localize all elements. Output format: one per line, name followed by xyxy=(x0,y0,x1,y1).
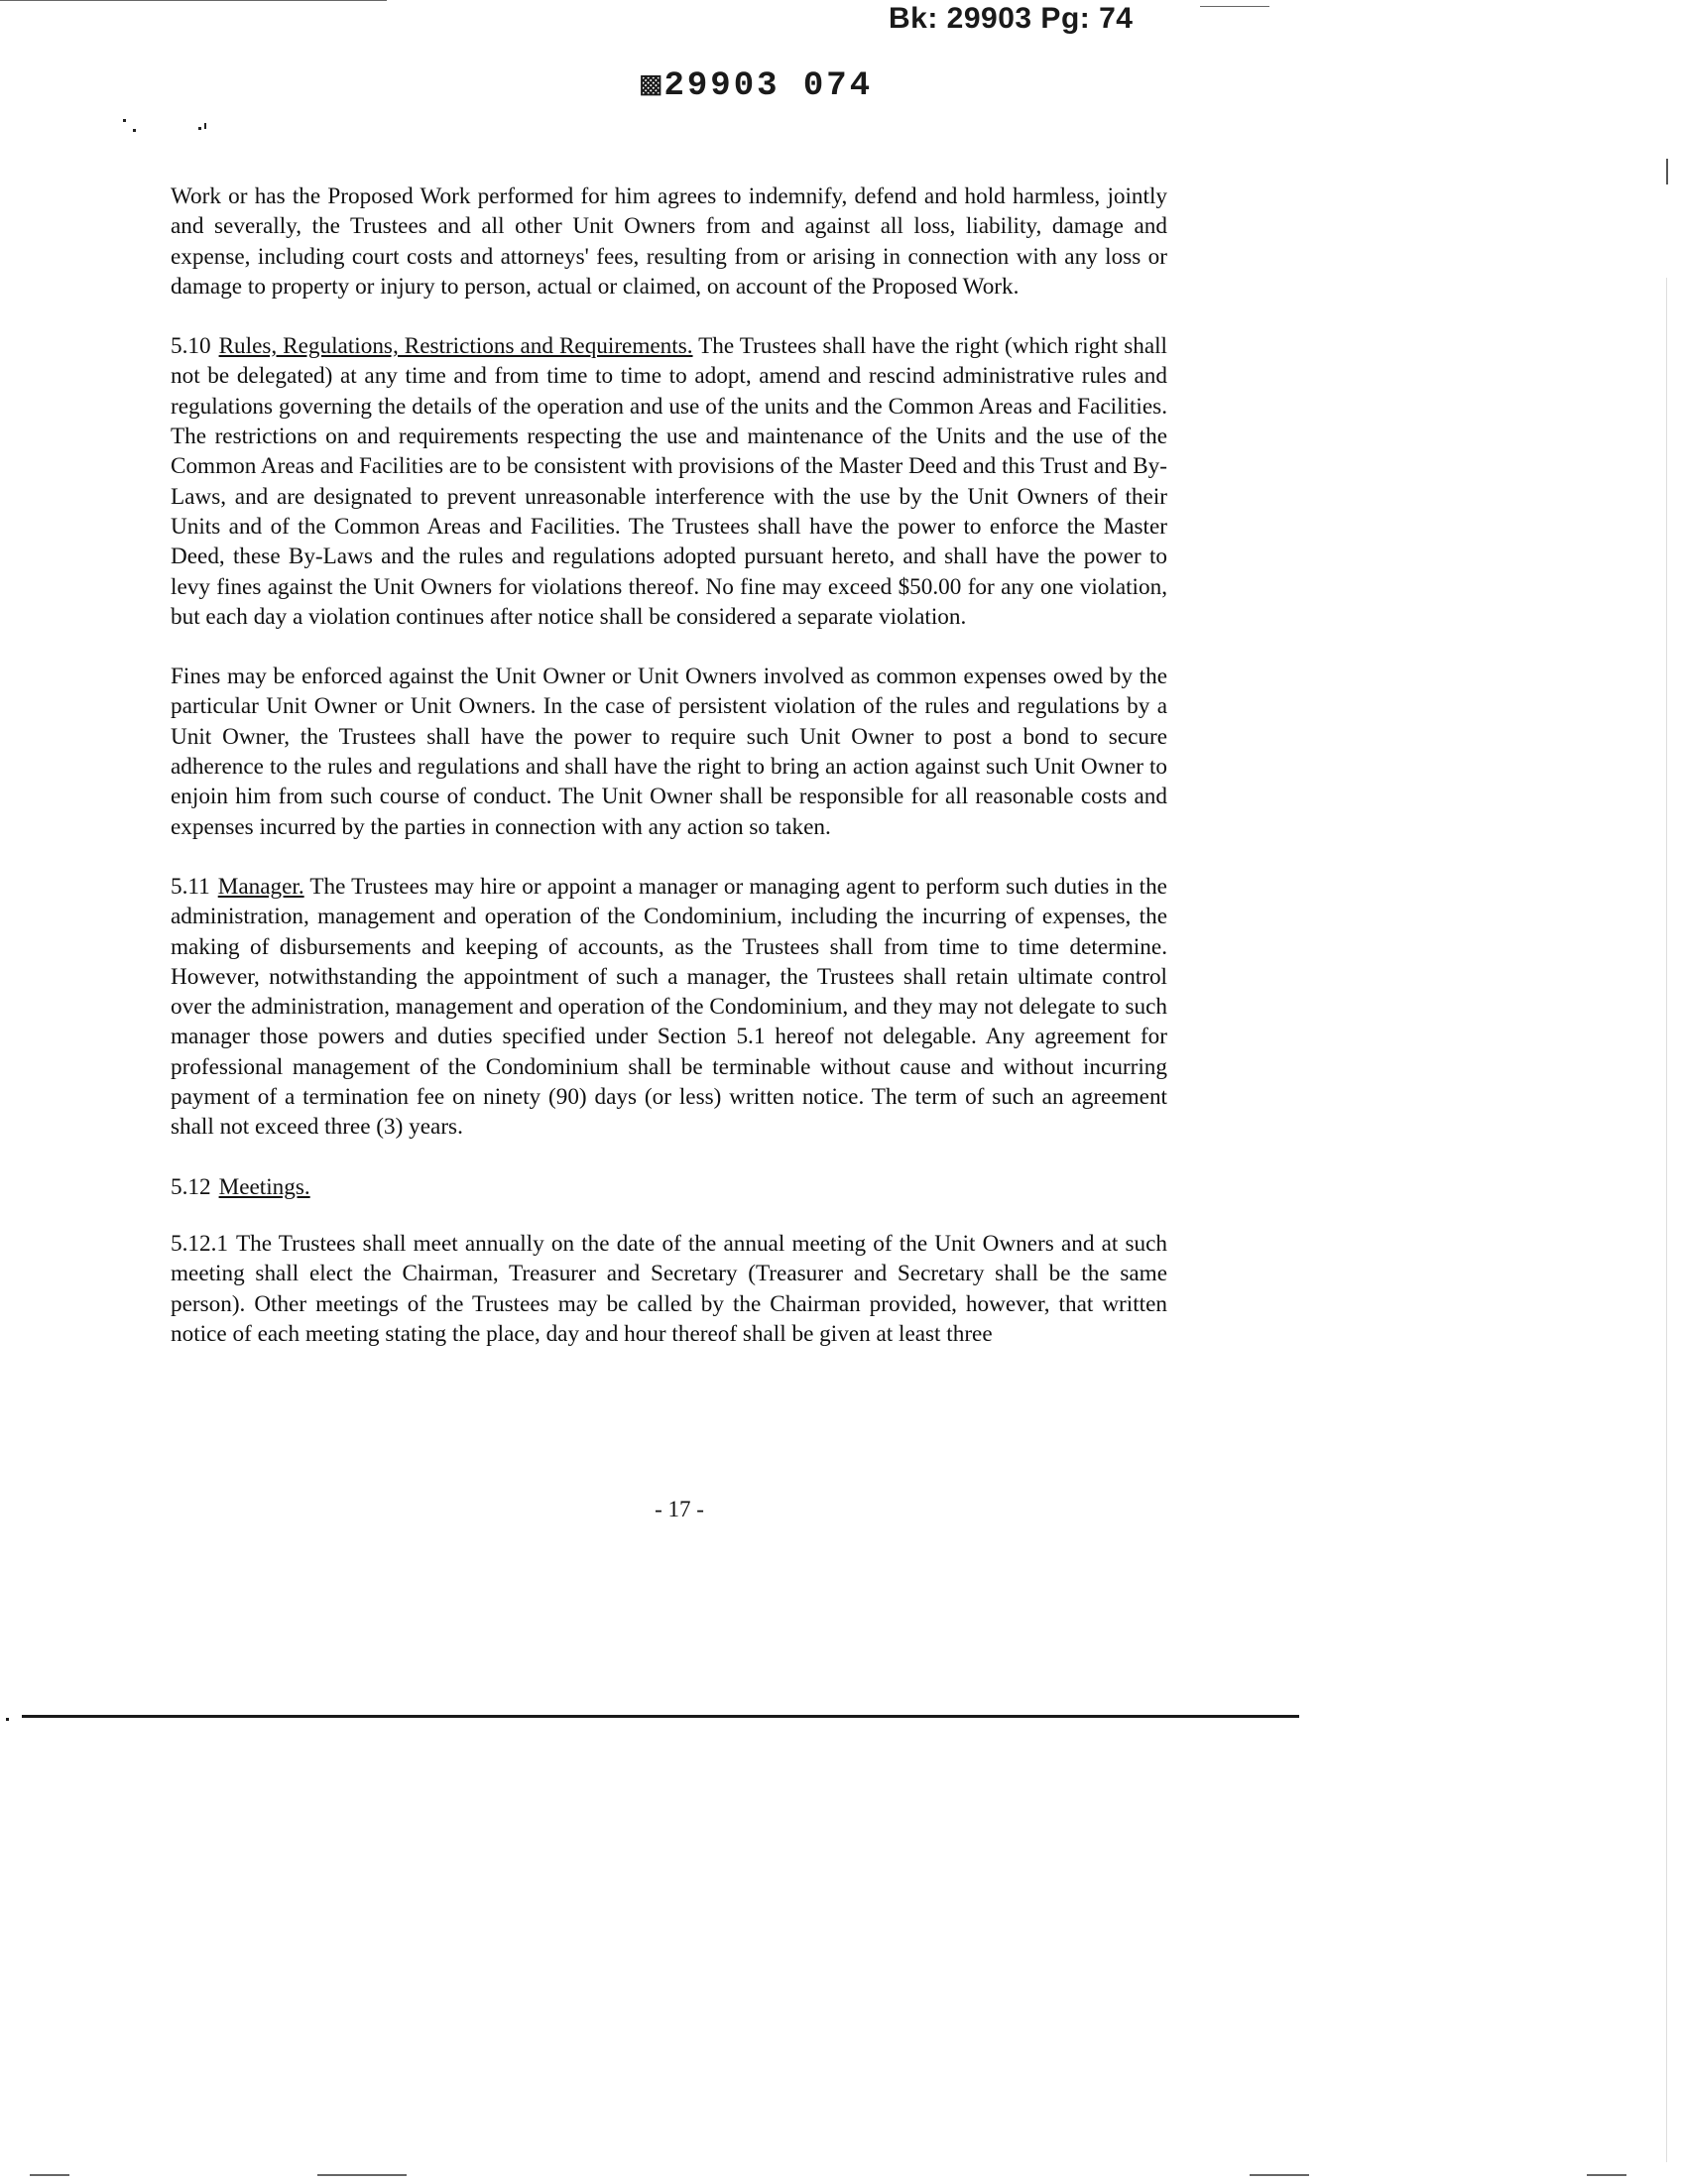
section-number: 5.11 xyxy=(171,873,210,900)
scan-artifact-bottom xyxy=(317,2174,407,2176)
scan-speck xyxy=(123,119,126,122)
scan-speck xyxy=(204,123,206,129)
scan-artifact-bottom xyxy=(30,2174,69,2176)
page-number: - 17 - xyxy=(655,1497,704,1521)
section-5-10 xyxy=(171,331,1167,632)
section-number: 5.12 xyxy=(171,1173,211,1200)
section-5-12 xyxy=(171,1172,1167,1202)
scan-artifact-top-left xyxy=(0,0,387,1)
scan-edge-mark xyxy=(1666,159,1668,184)
intro-paragraph: Work or has the Proposed Work performed for him agrees to indemnify, defend and hold harmless, jointly and severally, the Trustees and all other Unit Owners from and against all loss, liability, damage and expense, including court costs and attorneys' fees, resulting from or arising in connection with any loss or damage to property or injury to person, actual or claimed, on account of the Proposed Work. xyxy=(171,183,1167,300)
section-5-11 xyxy=(171,872,1167,1143)
scan-edge-mark xyxy=(1666,278,1667,2162)
section-heading: Meetings. xyxy=(218,1173,310,1200)
bottom-rule xyxy=(22,1715,1299,1718)
section-text: The Trustees shall have the right (which right shall not be delegated) at any time and from time to time to adopt, amend and rescind administrative rules and regulations governing the details of the operation and use of the units and the Common Areas and Facilities. The restrictions on and requirements respecting the use and maintenance of the Units and the use of the Common Areas and Facilities are to be consistent with provisions of the Master Deed and this Trust and By-Laws, and are designated to prevent unreasonable interference with the use by the Unit Owners of their Units and of the Common Areas and Facilities. The Trustees shall have the power to enforce the Master Deed, these By-Laws and the rules and regulations adopted pursuant hereto, and shall have the power to levy fines against the Unit Owners for violations thereof. No fine may exceed $50.00 for any one violation, but each day a violation continues after notice shall be considered a separate violation. xyxy=(171,333,1167,630)
scan-speck xyxy=(198,127,201,130)
scan-artifact-bottom xyxy=(1250,2174,1309,2176)
scan-artifact-bottom xyxy=(1587,2174,1626,2176)
scan-speck xyxy=(133,129,136,132)
document-number-text: 29903 074 xyxy=(663,67,874,105)
scan-speck xyxy=(6,1718,9,1721)
section-5-12-1 xyxy=(171,1229,1167,1349)
section-text: The Trustees shall meet annually on the date of the annual meeting of the Unit Owners and at such meeting shall elect the Chairman, Treasurer and Secretary (Treasurer and Secretary shall be the same person). Other meetings of the Trustees may be called by the Chairman provided, however, that written notice of each meeting stating the place, day and hour thereof shall be given at least three xyxy=(171,1230,1167,1347)
book-page-reference: Bk: 29903 Pg: 74 xyxy=(889,2,1134,35)
section-number: 5.12.1 xyxy=(171,1230,228,1257)
barcode-mark-icon: ▩ xyxy=(641,67,664,105)
section-text: The Trustees may hire or appoint a manager or managing agent to perform such duties in the administration, management and operation of the Condominium, including the incurring of expenses, the making of disbursements and keeping of accounts, as the Trustees shall from time to time determine. However, notwithstanding the appointment of such a manager, the Trustees shall retain ultimate control over the administration, management and operation of the Condominium, and they may not delegate to such manager those powers and duties specified under Section 5.1 hereof not delegable. Any agreement for professional management of the Condominium shall be terminable without cause and without incurring payment of a termination fee on ninety (90) days (or less) written notice. The term of such an agreement shall not exceed three (3) years. xyxy=(171,873,1167,1141)
document-body xyxy=(171,182,1167,1379)
document-number xyxy=(641,63,873,105)
scan-artifact-top-right xyxy=(1200,6,1269,7)
section-heading: Rules, Regulations, Restrictions and Requirements. xyxy=(218,333,693,360)
section-number: 5.10 xyxy=(171,333,211,360)
section-heading: Manager. xyxy=(217,873,304,900)
fines-paragraph: Fines may be enforced against the Unit Owner or Unit Owners involved as common expenses owed by the particular Unit Owner or Unit Owners. In the case of persistent violation of the rules and regulations by a Unit Owner, the Trustees shall have the power to require such Unit Owner to post a bond to secure adherence to the rules and regulations and shall have the right to bring an action against such Unit Owner to enjoin him from such course of conduct. The Unit Owner shall be responsible for all reasonable costs and expenses incurred by the parties in connection with any action so taken. xyxy=(171,664,1167,840)
